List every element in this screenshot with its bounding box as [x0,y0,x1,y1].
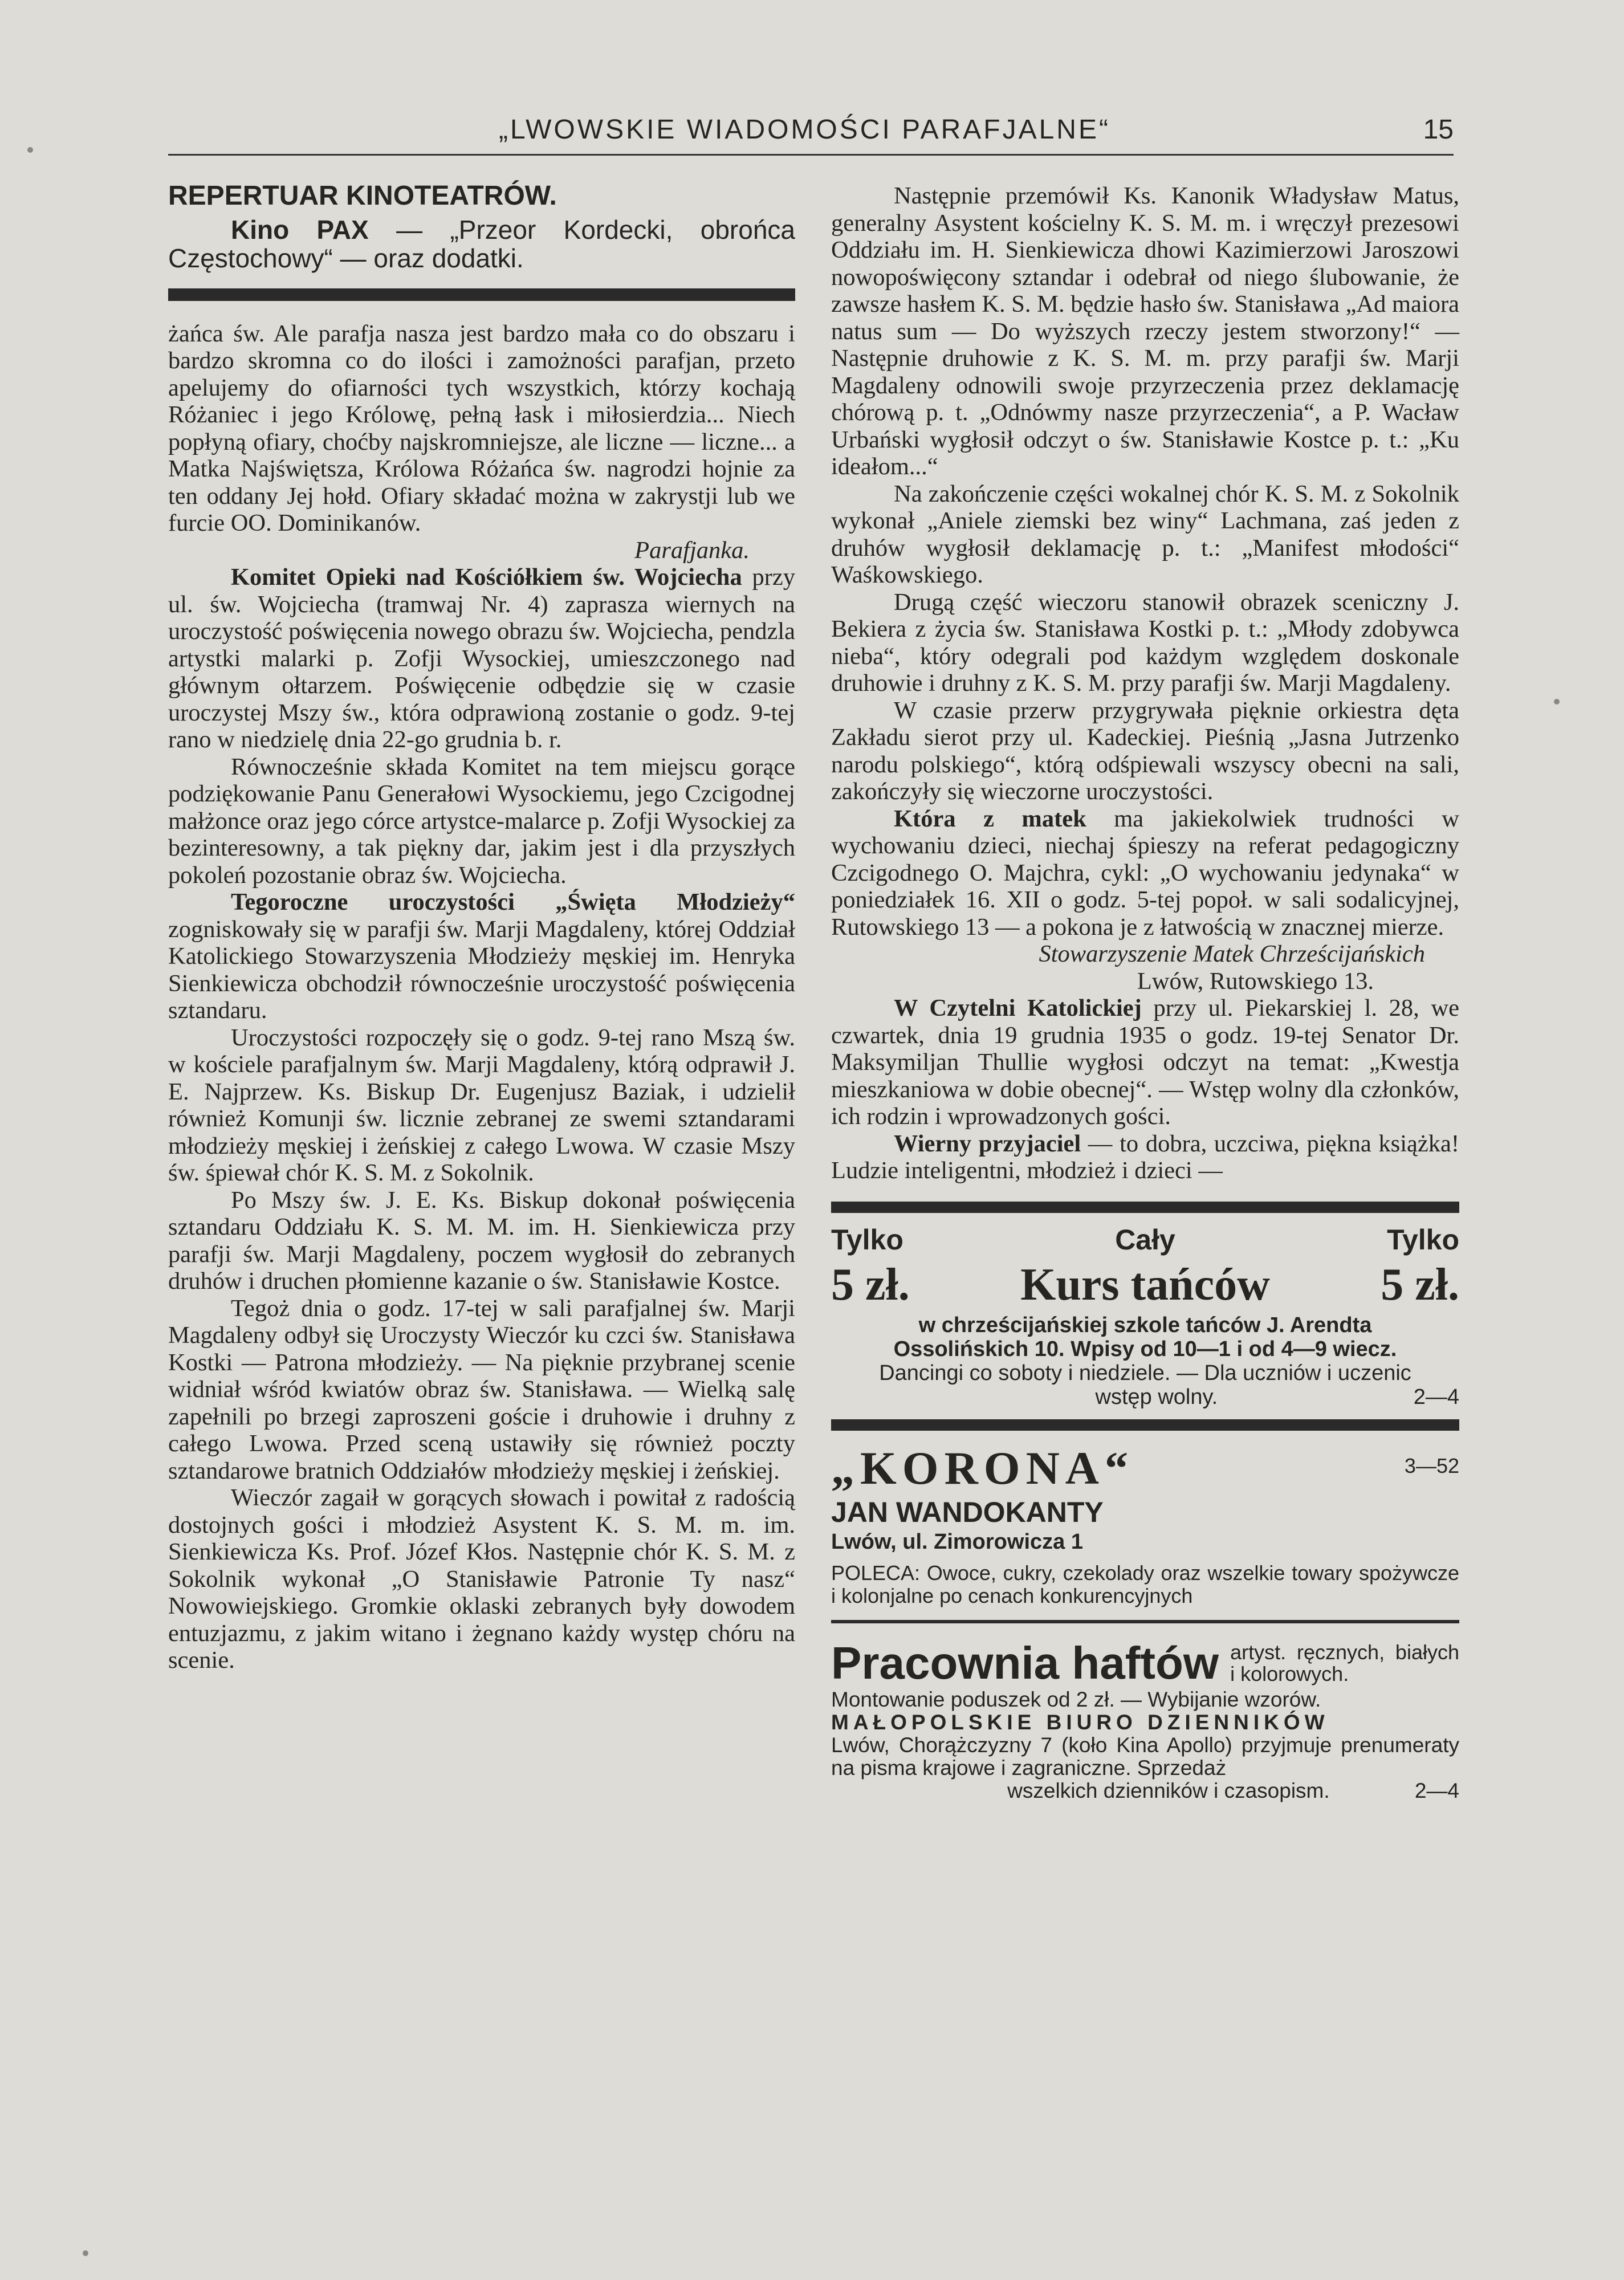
mothers-notice [831,805,1459,941]
cinema-program: — „Przeor Kordecki, obrońca Częstochowy“ — oraz dodatki. [168,214,795,273]
ad-divider [831,1202,1459,1213]
dance-ad-headline [831,1256,1459,1313]
publication-title: „LWOWSKIE WIADOMOŚCI PARAFJALNE“ [499,115,1110,145]
dance-ad-title: Kurs tańców [1020,1259,1270,1310]
dance-ad-price-right: 5 zł. [1381,1259,1459,1310]
cinema-listing [168,215,795,272]
dance-ad-top-row [831,1223,1459,1256]
margin-speck [83,2250,88,2256]
cinema-name: Kino PAX [231,214,369,245]
korona-address: Lwów, ul. Zimorowicza 1 [831,1529,1083,1554]
dance-ad-price-left: 5 zł. [831,1259,910,1310]
committee-notice [168,564,795,754]
korona-offer: POLECA: Owoce, cukry, czekolady oraz wszelkie towary spożywcze i kolonjalne po cenach konkurencyjnych [831,1561,1459,1607]
reading-room-notice [831,995,1459,1130]
dance-ad-dancings: Dancingi co soboty i niedziele. — Dla uczniów i uczenic [879,1361,1411,1385]
dance-ad-body [831,1313,1459,1385]
right-column [831,182,1459,1802]
mothers-title: Która z matek [894,805,1086,832]
korona-owner: JAN WANDOKANTY [831,1496,1104,1528]
youth-day-text: zogniskowały się w parafji św. Marji Magdaleny, której Oddział Katolickiego Stowarzyszenia Młodzieży męskiej im. Henryka Sienkiewicza obchodził równocześnie uroczystość poświęcenia sztandaru. [168,915,795,1024]
dance-course-ad [831,1223,1459,1409]
reading-room-title: W Czytelni Katolickiej [894,995,1142,1021]
margin-speck [27,147,33,153]
friend-paragraph [831,1130,1459,1184]
bureau-text: Lwów, Chorążczyzny 7 (koło Kina Apollo) przyjmuje prenumeraty na pisma krajowe i zagraniczne. Sprzedaż [831,1733,1459,1780]
korona-number: 3—52 [1404,1453,1459,1477]
bureau-number: 2—4 [1414,1778,1459,1802]
bureau-footer [831,1780,1459,1802]
margin-speck [1554,699,1560,705]
embroidery-subtitle: artyst. ręcznych, białych i kolorowych. [1230,1640,1459,1685]
ad-divider [831,1620,1459,1623]
friend-title: Wierny przyjaciel [894,1130,1081,1157]
choir-paragraph: Na zakończenie części wokalnej chór K. S. M. z Sokolnik wykonał „Aniele ziemski bez winy“ Lachmana, zaś jeden z druhów wygłosił deklamację p. t.: „Manifest młodości“ Waśkowskiego. [831,480,1459,588]
consecration-paragraph: Po Mszy św. J. E. Ks. Biskup dokonał poświęcenia sztandaru Oddziału K. S. M. M. im. H. Sienkiewicza przy parafji św. Marji Magdaleny, poczem wygłosił do zebranych druhów i druchen płomienne kazanie o św. Stanisławie Kostce. [168,1186,795,1294]
dance-ad-only-left: Tylko [831,1223,903,1256]
cinema-repertoire-heading: REPERTUAR KINOTEATRÓW. [168,181,557,211]
opening-paragraph: Wieczór zagaił w gorących słowach i powitał z radością dostojnych gości i młodzież Asystent K. S. M. m. im. Sienkiewicza Ks. Prof. Józef Kłos. Następnie chór K. S. M. z Sokolnik wykonał „O Stanisławie Patronie Ty nasz“ Nowowiejskiego. Gromkie oklaski zebranych były dowodem entuzjazmu, z jakim witano i żegnano każdy występ chóru na scenie. [168,1484,795,1674]
parish-appeal: żańca św. Ale parafja nasza jest bardzo mała co do obszaru i bardzo skromna co do ilości i zamożności parafjan, przeto apelujemy do ofiarności tych wszystkich, którzy kochają Różaniec i jego Królowę, pełną łask i miłosierdzia... Niech popłyną ofiary, choćby najskromniejsze, ale liczne — liczne... a Matka Najświętsza, Królowa Różańca św. nagrodzi hojnie za ten oddany Jej hołd. Ofiary składać można w zakrystji lub we furcie OO. Dominikanów. [168,320,795,536]
page-header [168,114,1454,156]
orchestra-paragraph: W czasie przerw przygrywała pięknie orkiestra dęta Zakładu sierot przy ul. Kadeckiej. Pieśnią „Jasna Jutrzenko narodu polskiego“, którą odśpiewali wszyscy obecni na sali, zakończyły się wieczorne uroczystości. [831,697,1459,805]
bureau-text-end: wszelkich dzienników i czasopism. [1007,1778,1330,1802]
ad-divider [831,1419,1459,1431]
mass-paragraph: Uroczystości rozpoczęły się o godz. 9-tej rano Mszą św. w kościele parafjalnym św. Marji Magdaleny, którą odprawił J. E. Najprzew. Ks. Biskup Dr. Eugenjusz Baziak, i udzielił również Komunji św. licznie zebranej ze swemi sztandarami młodzieży męskiej i żeńskiej z całego Lwowa. W czasie Mszy św. śpiewał chór K. S. M. z Sokolnik. [168,1024,795,1186]
friend-text: — to dobra, uczciwa, piękna książka! Ludzie inteligentni, młodzież i dzieci — [831,1130,1460,1184]
youth-day-title: Tegoroczne uroczystości „Święta Młodzieży“ [231,889,795,915]
youth-day-paragraph [168,889,795,1024]
korona-header [831,1441,1459,1496]
section-divider [168,288,795,301]
evening-paragraph: Tegoż dnia o godz. 17-tej w sali parafjalnej św. Marji Magdaleny odbył się Uroczysty Wieczór ku czci św. Stanisława Kostki — Patrona młodzieży. — Na pięknie przybranej scenie widniał wśród kwiatów obraz św. Stanisława. — Wielką salę zapełnili po brzegi zaproszeni goście i druhowie i druhny z całego Lwowa. Przed sceną ustawiły się również poczty sztandarowe bratnich Oddziałów młodzieży męskiej i żeńskiej. [168,1294,795,1484]
korona-name: „KORONA“ [831,1442,1134,1494]
dance-ad-number: 2—4 [1413,1385,1459,1409]
parish-appeal-signature: Parafjanka. [634,536,750,564]
mothers-text: ma jakiekolwiek trudności w wychowaniu dzieci, niechaj śpieszy na referat pedagogiczny Czcigodnego O. Majchra, cykl: „O wychowaniu jedynaka“ w poniedziałek 16. XII o godz. 5-tej popoł. w sali sodalicyjnej, Rutowskiego 13 — a pokona je z łatwością w znacznej mierze. [831,805,1460,940]
dance-ad-entry: wstęp wolny. [1095,1385,1218,1409]
page-number: 15 [1423,115,1454,145]
embroidery-services: Montowanie poduszek od 2 zł. — Wybijanie wzorów. [831,1687,1321,1711]
embroidery-header [831,1638,1459,1688]
advertisements [831,1202,1459,1802]
thanks-paragraph: Równocześnie składa Komitet na tem miejscu gorące podziękowanie Panu Generałowi Wysockiemu, jego Czcigodnej małżonce oraz jego córce artystce-malarce p. Zofji Wysockiej za bezinteresowny, a tak piękny dar, jakim jest i dla przyszłych pokoleń pozostanie obraz św. Wojciecha. [168,753,795,889]
embroidery-title: Pracownia haftów [831,1637,1219,1688]
mothers-address: Lwów, Rutowskiego 13. [1137,967,1374,995]
committee-name: Komitet Opieki nad Kościółkiem św. Wojciecha [231,564,742,591]
dance-ad-footer [831,1385,1459,1409]
play-paragraph: Drugą część wieczoru stanowił obrazek sceniczny J. Bekiera z życia św. Stanisława Kostki p. t.: „Młody zdobywca nieba“, który odegrali pod każdym względem doskonale druhowie i druhny z K. S. M. przy parafji św. Marji Magdaleny. [831,588,1459,697]
mothers-signature: Stowarzyszenie Matek Chrześcijańskich [1039,940,1425,967]
reading-room-text: przy ul. Piekarskiej l. 28, we czwartek, dnia 19 grudnia 1935 o godz. 19-tej Senator Dr. Maksymiljan Thullie wygłosi odczyt na temat: „Kwestja mieszkaniowa w dobie obecnej“. — Wstęp wolny dla członków, ich rodzin i wprowadzonych gości. [831,995,1459,1130]
speech-paragraph: Następnie przemówił Ks. Kanonik Władysław Matus, generalny Asystent kościelny K. S. M. m. i wręczył prezesowi Oddziału im. H. Sienkiewicza dhowi Kazimierzowi Jaroszowi nowopoświęcony sztandar i odebrał od niego ślubowanie, że zawsze hasłem K. S. M. będzie hasło św. Stanisława „Ad maiora natus sum — Do wyższych rzeczy jestem stworzony!“ — Następnie druhowie z K. S. M. m. przy parafji św. Marji Magdaleny odnowili swoje przyrzeczenia przez deklamację chórową p. t. „Odnówmy nasze przyrzeczenia“, a P. Wacław Urbański wygłosił odczyt o św. Stanisławie Kostce p. t.: „Ku ideałom...“ [831,182,1459,480]
dance-ad-only-right: Tylko [1387,1223,1459,1256]
dance-ad-hours: Ossolińskich 10. Wpisy od 10—1 i od 4—9 wiecz. [893,1337,1397,1361]
dance-ad-school: w chrześcijańskiej szkole tańców J. Arendta [918,1313,1372,1337]
korona-ad [831,1441,1459,1607]
embroidery-ad [831,1638,1459,1802]
bureau-name: MAŁOPOLSKIE BIURO DZIENNIKÓW [831,1710,1329,1734]
left-column [168,182,795,1674]
committee-text: przy ul. św. Wojciecha (tramwaj Nr. 4) zaprasza wiernych na uroczystość poświęcenia nowego obrazu św. Wojciecha, pendzla artystki malarki p. Zofji Wysockiej, umieszczonego nad głównym ołtarzem. Poświęcenie odbędzie się w czasie uroczystej Mszy św., która odprawioną zostanie o godz. 9-tej rano w niedzielę dnia 22-go grudnia b. r. [168,564,795,753]
dance-ad-whole: Cały [1115,1223,1175,1256]
